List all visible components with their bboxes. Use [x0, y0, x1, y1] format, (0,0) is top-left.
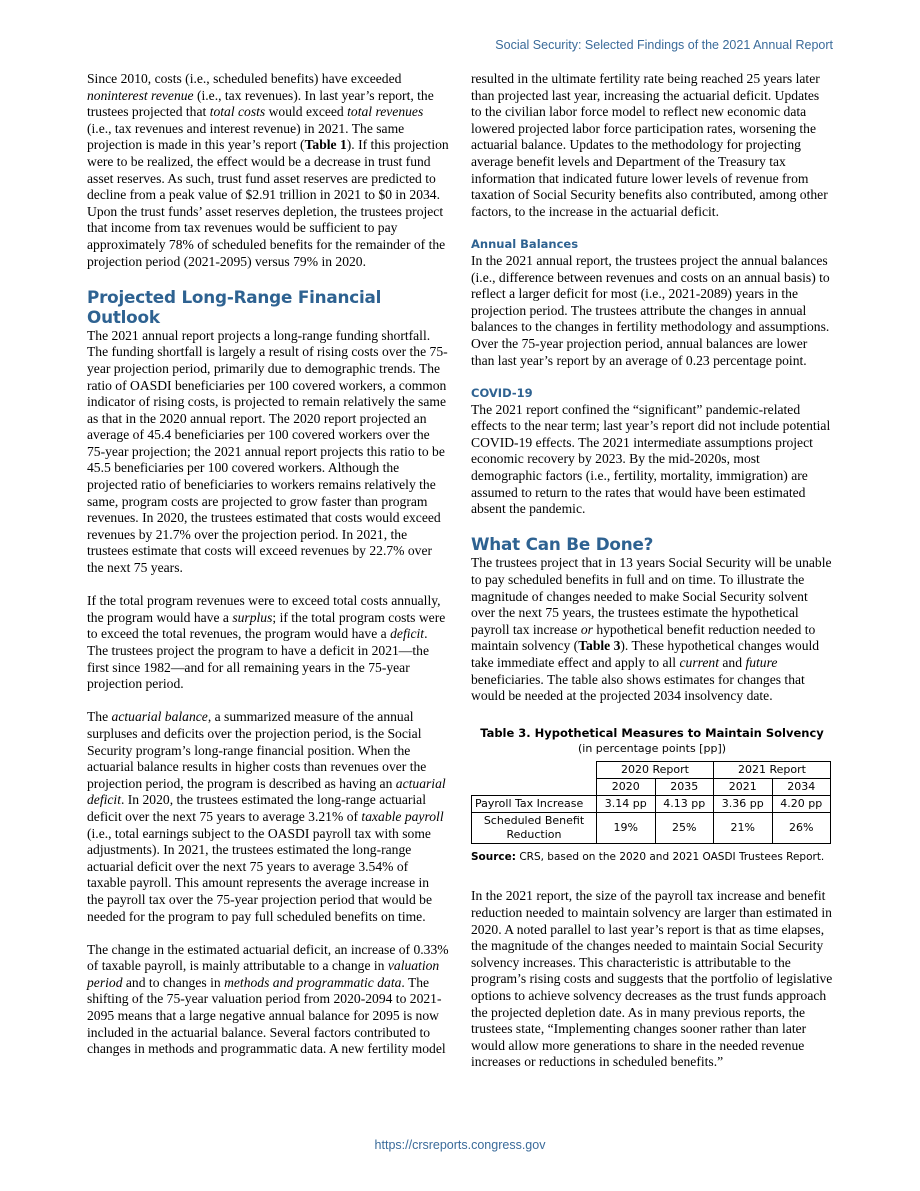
table-corner: [472, 761, 597, 778]
paragraph-surplus-deficit: If the total program revenues were to exceed total costs annually, the program would have a surplus; if the total program costs were to exceed the total revenues, the program would have a deficit. The trustees project the program to have a deficit in 2021—the first since 1982—and for all remaining years in the 75-year projection period.: [87, 593, 446, 692]
source-label: Source:: [471, 850, 516, 863]
table-cell: 19%: [597, 812, 656, 843]
table-title: Table 3. Hypothetical Measures to Maintain Solvency: [480, 725, 824, 740]
table-year: 2020: [597, 778, 656, 795]
table-year: 2021: [714, 778, 773, 795]
paragraph-costs-exceed: Since 2010, costs (i.e., scheduled benefits) have exceeded noninterest revenue (i.e., tax revenues). In last year’s report, the trustees projected that total costs would exceed total revenues (i.e., tax revenues and interest revenue) in 2021. The same projection is made in this year’s report (Table 1). If this projection were to be realized, the effect would be a decrease in trust fund asset reserves. As such, trust fund asset reserves are predicted to decline from a peak value of $2.91 trillion in 2021 to $0 in 2034. Upon the trust funds’ asset reserves depletion, the trustees project that income from tax revenues would be sufficient to pay approximately 78% of scheduled benefits for the remainder of the projection period (2021-2095) versus 79% in 2020.: [87, 71, 449, 269]
table-cell: 4.20 pp: [772, 795, 831, 812]
paragraph-fertility-model: resulted in the ultimate fertility rate being reached 25 years later than projected last year, increasing the actuarial deficit. Updates to the civilian labor force model to reflect new economic data lowered projected labor force participation rates, worsening the actuarial balance. Updates to the methodology for projecting average benefit levels and Department of the Treasury tax information that indicated future lower levels of revenue from taxation of Social Security benefits also contributed, among other factors, to the increase in the actuarial deficit.: [471, 71, 828, 219]
table-group-2021: 2021 Report: [714, 761, 831, 778]
paragraph-actuarial-balance: The actuarial balance, a summarized measure of the annual surpluses and deficits over the projection period, is the Social Security program’s long-range financial position. When the actuarial balance results in higher costs than revenues over the projection period, the program is described as having an actuarial deficit. In 2020, the trustees estimated the long-range actuarial deficit over the next 75 years to average 3.21% of taxable payroll (i.e., total earnings subject to the OASDI payroll tax with some adjustments). In 2021, the trustees estimated the long-range actuarial deficit over the next 75 years to average 3.54% of taxable payroll. This amount represents the average increase in the payroll tax over the 75-year projection period that would be needed for the program to pay full scheduled benefits on time.: [87, 709, 446, 924]
table-group-2020: 2020 Report: [597, 761, 714, 778]
table-subtitle: (in percentage points [pp]): [577, 741, 727, 755]
footer-link[interactable]: https://crsreports.congress.gov: [374, 1138, 546, 1152]
table-year: 2034: [772, 778, 831, 795]
table-cell: 26%: [772, 812, 831, 843]
solvency-table: [471, 761, 831, 844]
table-source: [471, 849, 833, 866]
table-row-label: Payroll Tax Increase: [472, 795, 597, 812]
right-column: [471, 71, 833, 1071]
table-cell: 3.14 pp: [597, 795, 656, 812]
table-row-label: Scheduled Benefit Reduction: [472, 812, 597, 843]
heading-long-range-outlook: Projected Long-Range Financial Outlook: [87, 286, 382, 327]
paragraph-funding-shortfall: The 2021 annual report projects a long-range funding shortfall. The funding shortfall is largely a result of rising costs over the 75-year projection period, primarily due to demographic trends. The ratio of OASDI beneficiaries per 100 covered workers, a common indicator of rising costs, is projected to remain relatively the same as that in the 2020 annual report. The 2020 report projected an average of 45.4 beneficiaries per 100 covered workers over the 75-year projection; the 2021 annual report projects this ratio to be 45.5 beneficiaries per 100 covered workers. Although the projected ratio of beneficiaries to workers remains relatively the same, program costs are projected to grow faster than program revenues. In 2020, the trustees estimated that costs would exceed revenues by 21.7% over the projection period. In 2021, the trustees estimate that costs will exceed revenues by 22.7% over the next 75 years.: [87, 327, 448, 576]
left-column: [87, 71, 449, 1058]
table-cell: 3.36 pp: [714, 795, 773, 812]
table-row: [472, 795, 831, 812]
footer-url[interactable]: [0, 1138, 920, 1152]
paragraph-annual-balances: In the 2021 annual report, the trustees project the annual balances (i.e., difference between revenues and costs on an annual basis) to reflect a larger deficit for most (i.e., 2021-2089) years in the projection period. The trustees attribute the changes in annual balances to the changes in fertility methodology and assumptions. Over the 75-year projection period, annual balances are lower than last year’s report by an average of 0.23 percentage point.: [471, 252, 830, 368]
table-years-row: [472, 778, 831, 795]
running-header: Social Security: Selected Findings of the 2021 Annual Report: [495, 38, 833, 52]
paragraph-covid-19: The 2021 report confined the “significant” pandemic-related effects to the near term; last year’s report did not include potential COVID-19 effects. The 2021 intermediate assumptions project economic recovery by 2023. By the mid-2020s, most demographic factors (i.e., fertility, mortality, immigration) are assumed to return to the rates that would have been estimated absent the pandemic.: [471, 401, 831, 517]
table-row: [472, 812, 831, 843]
table-header-row: [472, 761, 831, 778]
heading-covid-19: COVID-19: [471, 385, 533, 400]
paragraph-what-can-be-done: The trustees project that in 13 years Social Security will be unable to pay scheduled benefits in full and on time. To illustrate the magnitude of changes needed to make Social Security solvent over the next 75 years, the trustees estimate the hypothetical payroll tax increase or hypothetical benefit reduction needed to maintain solvency (Table 3). These hypothetical changes would take immediate effect and apply to all current and future beneficiaries. The table also shows estimates for changes that would be needed at the projected 2034 insolvency date.: [471, 555, 832, 704]
table-corner-2: [472, 778, 597, 795]
heading-annual-balances: Annual Balances: [471, 236, 579, 251]
table-cell: 4.13 pp: [655, 795, 714, 812]
table-cell: 25%: [655, 812, 714, 843]
heading-what-can-be-done: What Can Be Done?: [471, 534, 654, 555]
paragraph-change-in-deficit: The change in the estimated actuarial deficit, an increase of 0.33% of taxable payroll, is mainly attributable to a change in valuation period and to changes in methods and programmatic data. The shifting of the 75-year valuation period from 2020-2094 to 2021-2095 means that a large negative annual balance for 2095 is now included in the actuarial balance. Several factors contributed to changes in methods and programmatic data. A new fertility model: [87, 941, 449, 1057]
table-year: 2035: [655, 778, 714, 795]
table-cell: 21%: [714, 812, 773, 843]
paragraph-solvency-changes: In the 2021 report, the size of the payroll tax increase and benefit reduction needed to maintain solvency are larger than estimated in 2020. A noted parallel to last year’s report is that as time elapses, the magnitude of the changes needed to maintain Social Security solvency increases. This characteristic is attributable to the program’s rising costs and suggests that the portfolio of legislative options to achieve solvency decreases as the trust funds approach the projected depletion date. As in many previous reports, the trustees state, “Implementing changes sooner rather than later would allow more generations to share in the needed revenue increases or reductions in scheduled benefits.”: [471, 888, 833, 1070]
source-text: CRS, based on the 2020 and 2021 OASDI Trustees Report.: [519, 850, 825, 863]
